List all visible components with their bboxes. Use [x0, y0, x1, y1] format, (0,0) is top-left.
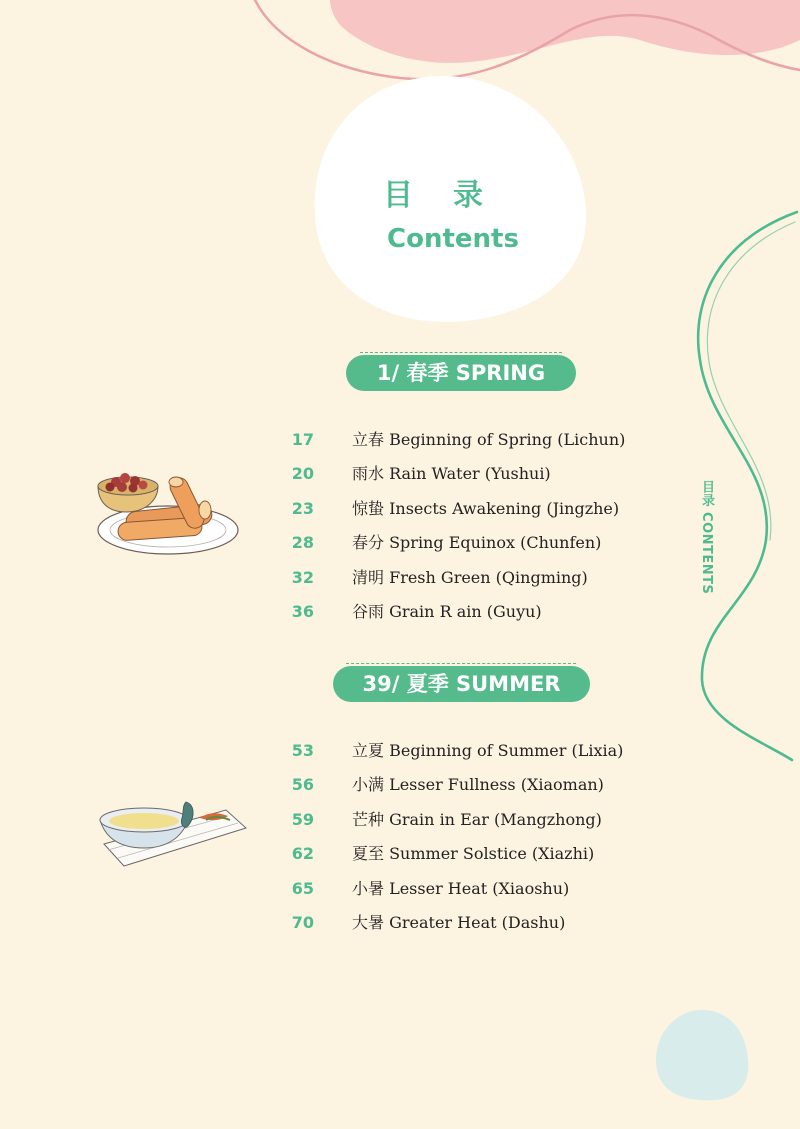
entry-title: 惊蛰 Insects Awakening (Jingzhe) — [352, 498, 620, 518]
page-number: 23 — [291, 498, 314, 518]
entry-title: 立夏 Beginning of Summer (Lixia) — [352, 741, 624, 760]
page-number: 65 — [291, 878, 314, 898]
congee-tray-illustration — [96, 796, 250, 872]
toc-entry[interactable] — [0, 913, 660, 947]
page-number: 56 — [291, 775, 314, 795]
page-number: 28 — [291, 533, 314, 553]
entry-title: 清明 Fresh Green (Qingming) — [352, 567, 588, 587]
page-number: 62 — [291, 844, 314, 864]
side-contents-label: 目录 CONTENTS — [699, 480, 714, 595]
contents-title-english: Contents — [387, 224, 519, 254]
toc-entry[interactable] — [0, 602, 660, 636]
entry-title: 大暑 Greater Heat (Dashu) — [352, 912, 566, 932]
pink-blob — [330, 0, 800, 63]
toc-entry[interactable] — [0, 430, 660, 464]
page-number: 36 — [291, 601, 314, 621]
page-number: 70 — [291, 912, 314, 932]
page-number: 32 — [291, 567, 314, 587]
toc-entry[interactable] — [0, 741, 660, 775]
spring-rolls-illustration — [92, 466, 242, 558]
page-number: 59 — [291, 809, 314, 829]
blue-blob — [656, 1010, 748, 1100]
entry-title: 芒种 Grain in Ear (Mangzhong) — [352, 809, 602, 829]
entry-title: 小暑 Lesser Heat (Xiaoshu) — [352, 878, 570, 898]
entry-title: 小满 Lesser Fullness (Xiaoman) — [352, 775, 604, 795]
summer-divider — [346, 663, 576, 664]
spring-divider — [360, 352, 562, 353]
entry-title: 夏至 Summer Solstice (Xiazhi) — [352, 844, 595, 864]
spring-section-label[interactable]: 1/ 春季 SPRING — [346, 355, 576, 391]
toc-entry[interactable] — [0, 879, 660, 913]
entry-title: 谷雨 Grain R ain (Guyu) — [352, 601, 542, 621]
summer-section-label[interactable]: 39/ 夏季 SUMMER — [333, 666, 590, 702]
entry-title: 立春 Beginning of Spring (Lichun) — [352, 430, 626, 449]
green-wave-line-inner — [707, 222, 795, 540]
entry-title: 雨水 Rain Water (Yushui) — [352, 464, 551, 484]
page-number: 53 — [291, 741, 314, 760]
entry-title: 春分 Spring Equinox (Chunfen) — [352, 533, 602, 553]
page-number: 17 — [291, 430, 314, 449]
toc-entry[interactable] — [0, 568, 660, 602]
contents-title-chinese: 目录 — [383, 178, 523, 213]
page-number: 20 — [291, 464, 314, 484]
